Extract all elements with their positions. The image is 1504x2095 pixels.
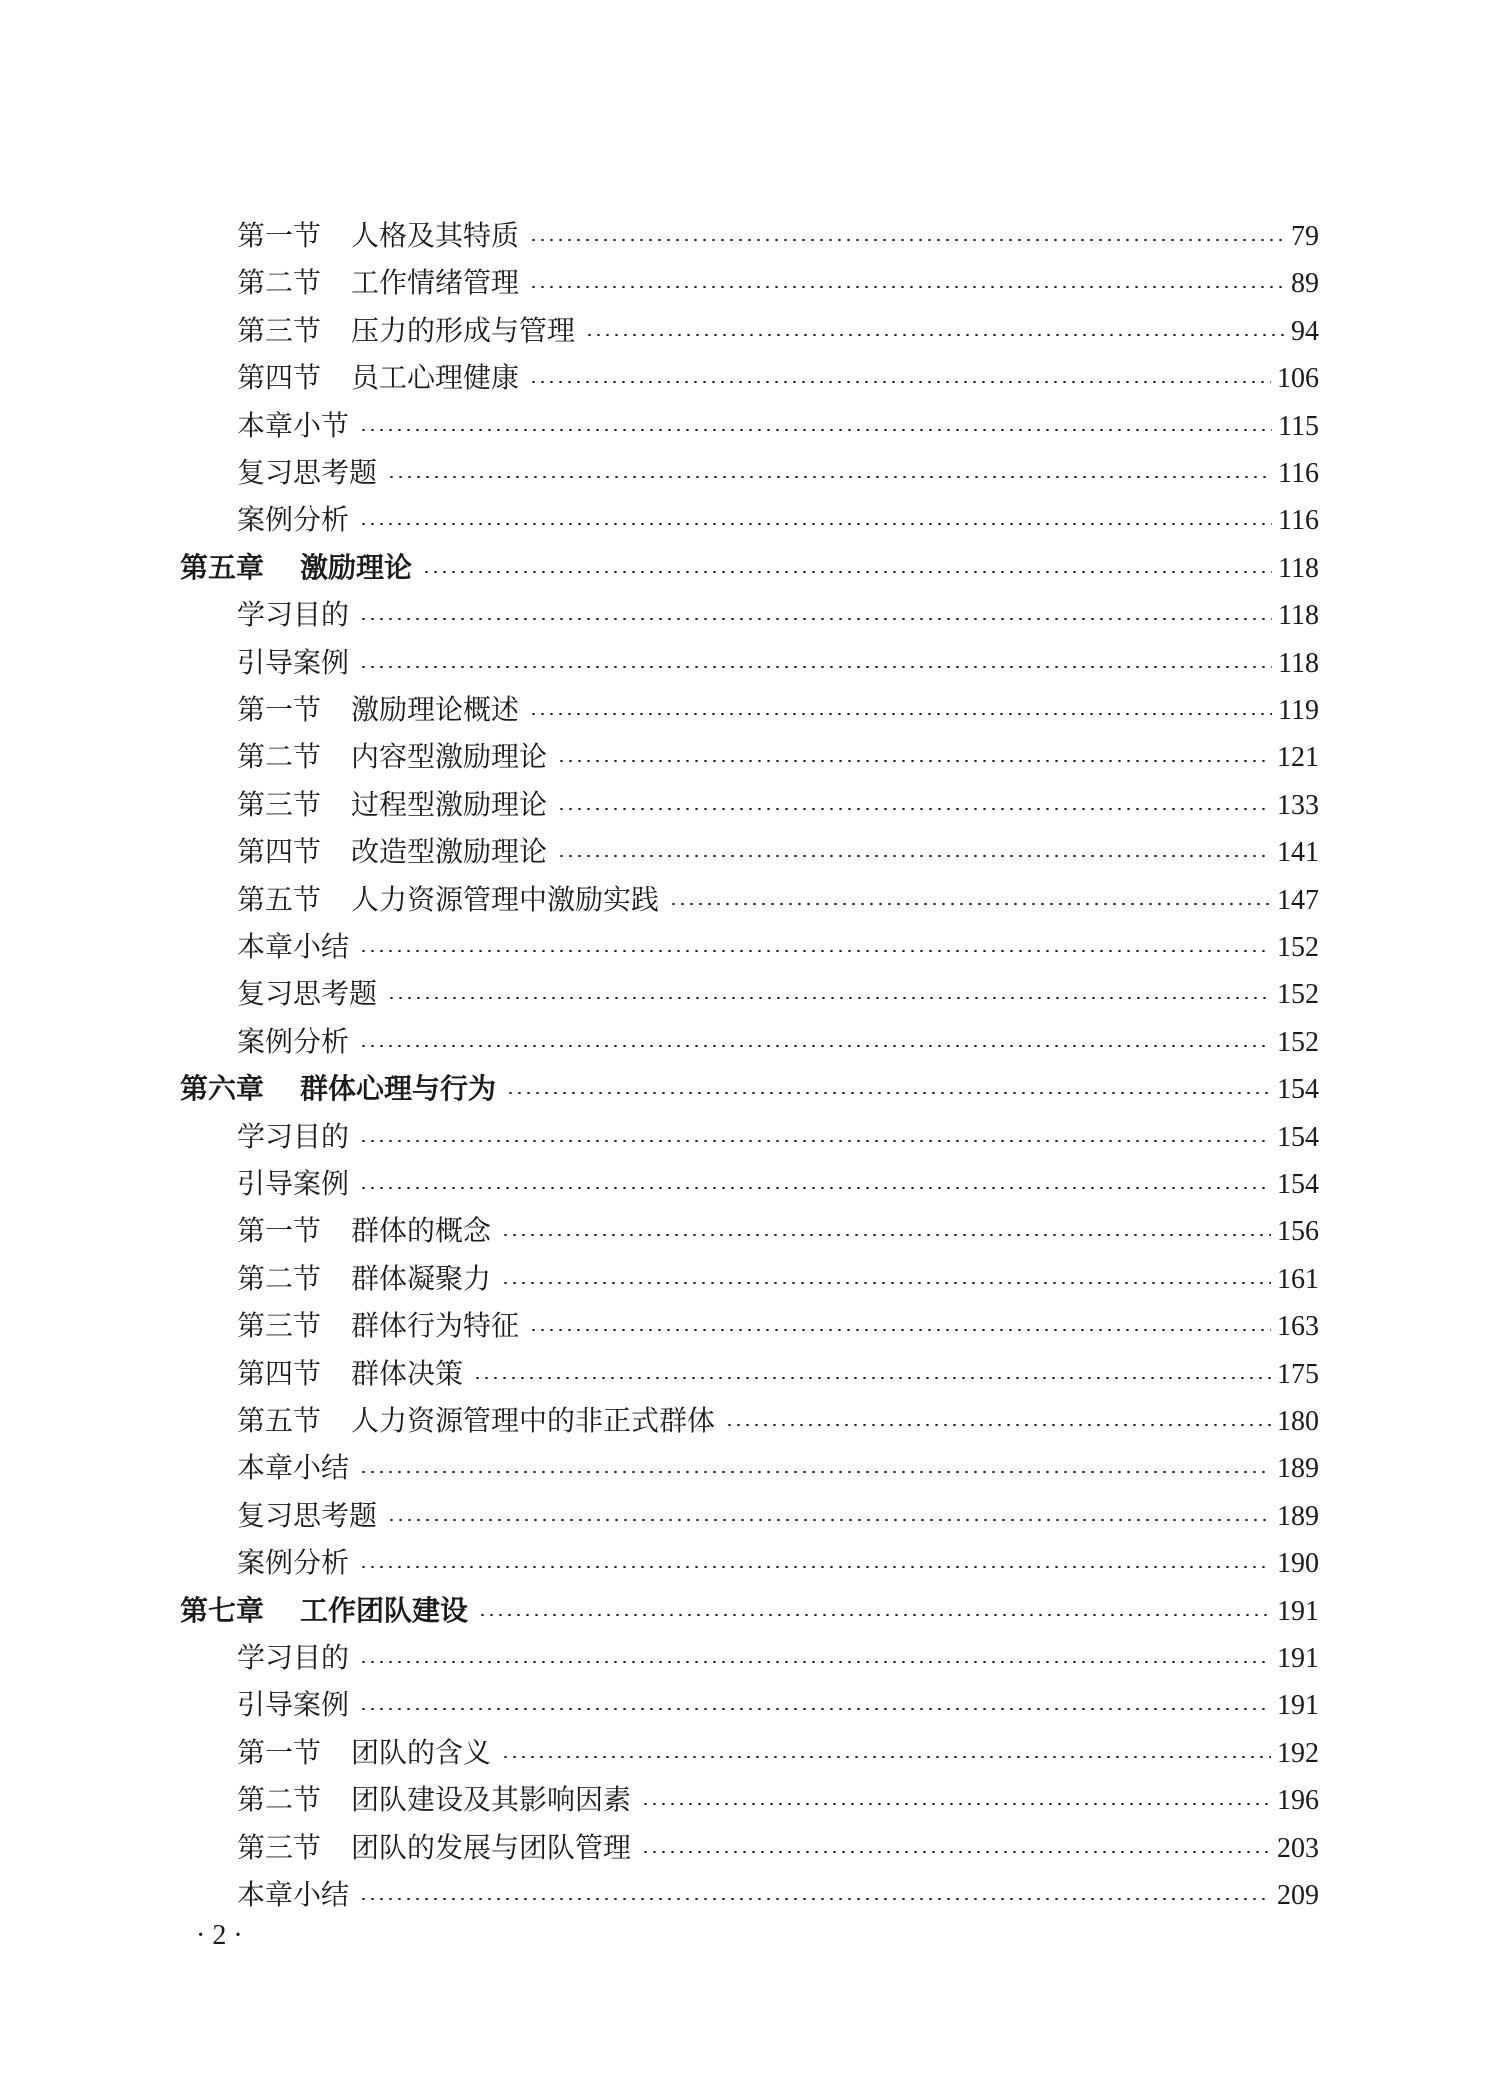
toc-entry-title: 激励理论	[300, 550, 413, 584]
toc-section-entry	[237, 500, 1319, 540]
toc-entry-label	[237, 1638, 349, 1678]
toc-entry-title: 案例分析	[237, 1546, 350, 1580]
toc-entry-label	[237, 880, 659, 920]
toc-chapter-entry	[180, 1069, 1319, 1109]
toc-entry-label	[237, 500, 349, 540]
toc-entry-label	[237, 216, 519, 256]
toc-entry-title: 复习思考题	[237, 977, 378, 1011]
toc-entry-number: 第二节	[237, 1261, 322, 1295]
toc-entry-number: 第一节	[237, 693, 322, 726]
toc-entry-label	[237, 1117, 349, 1157]
toc-entry-label	[237, 263, 519, 303]
toc-entry-label	[237, 737, 547, 777]
toc-page-number: 152	[1277, 932, 1319, 963]
toc-entry-label	[237, 785, 547, 825]
toc-section-entry	[237, 263, 1319, 303]
toc-entry-label	[237, 1448, 349, 1488]
toc-page-number: 118	[1278, 600, 1319, 632]
toc-section-entry	[237, 974, 1319, 1014]
toc-section-entry	[237, 832, 1319, 872]
toc-page-number: 147	[1277, 884, 1319, 916]
toc-section-entry	[237, 1496, 1319, 1536]
toc-page-number: 115	[1278, 410, 1319, 442]
dot-leader	[359, 1045, 1271, 1047]
toc-entry-label	[237, 1496, 377, 1536]
toc-section-entry	[237, 1117, 1319, 1157]
toc-entry-number: 第七章	[180, 1593, 265, 1627]
toc-section-entry	[237, 880, 1319, 920]
toc-section-entry	[237, 785, 1319, 825]
toc-section-entry	[237, 1543, 1319, 1583]
toc-entry-label	[237, 453, 377, 493]
toc-page-number: 116	[1278, 505, 1319, 537]
toc-entry-label	[237, 832, 547, 872]
toc-entry-label	[237, 1401, 715, 1441]
toc-entry-title: 复习思考题	[237, 1498, 378, 1532]
toc-section-entry	[237, 595, 1319, 635]
toc-page-number: 152	[1277, 1026, 1319, 1058]
toc-entry-title: 引导案例	[237, 1167, 350, 1200]
dot-leader	[557, 808, 1271, 810]
dot-leader	[359, 1898, 1271, 1900]
toc-entry-title: 群体凝聚力	[351, 1261, 492, 1295]
toc-entry-title: 工作团队建设	[300, 1593, 469, 1627]
toc-entry-title: 引导案例	[237, 1688, 350, 1722]
dot-leader	[387, 476, 1272, 478]
dot-leader	[387, 997, 1271, 999]
toc-page-number: 180	[1277, 1406, 1319, 1437]
toc-entry-number: 第四节	[237, 835, 322, 869]
dot-leader	[585, 334, 1285, 336]
toc-section-entry	[237, 1875, 1319, 1915]
toc-entry-label	[237, 974, 377, 1014]
toc-entry-label	[180, 1069, 496, 1109]
toc-section-entry	[237, 358, 1319, 398]
page-number: · 2 ·	[196, 1920, 243, 1951]
dot-leader	[557, 855, 1271, 857]
toc-entry-title: 内容型激励理论	[351, 740, 548, 774]
toc-page-number: 189	[1277, 1500, 1319, 1532]
toc-entry-number: 第三节	[237, 1309, 322, 1343]
toc-entry-number: 第五章	[180, 550, 265, 584]
toc-entry-title: 复习思考题	[237, 456, 378, 489]
toc-page-number: 191	[1277, 1643, 1319, 1674]
toc-entry-number: 第四节	[237, 361, 322, 395]
toc-entry-title: 群体的概念	[351, 1214, 492, 1248]
toc-section-entry	[237, 1022, 1319, 1062]
toc-entry-label	[237, 311, 575, 351]
toc-entry-title: 团队的含义	[351, 1735, 492, 1769]
dot-leader	[359, 1187, 1271, 1189]
dot-leader	[725, 1424, 1271, 1426]
toc-section-entry	[237, 1306, 1319, 1346]
toc-chapter-entry	[180, 548, 1319, 588]
toc-entry-label	[237, 1780, 631, 1820]
toc-entry-label	[237, 1733, 491, 1773]
toc-page-number: 106	[1277, 363, 1319, 395]
toc-entry-label	[237, 1828, 631, 1868]
toc-section-entry	[237, 311, 1319, 351]
dot-leader	[359, 666, 1272, 668]
dot-leader	[501, 1234, 1271, 1236]
toc-page-number: 89	[1291, 268, 1319, 300]
toc-entry-title: 人力资源管理中激励实践	[351, 882, 660, 916]
toc-entry-label	[237, 1022, 349, 1062]
toc-entry-number: 第三节	[237, 313, 322, 347]
dot-leader	[359, 1708, 1271, 1710]
toc-entry-title: 学习目的	[237, 1119, 350, 1153]
toc-entry-title: 激励理论概述	[351, 693, 520, 726]
toc-entry-title: 本章小结	[237, 1878, 350, 1911]
toc-entry-label	[237, 1211, 491, 1251]
toc-page-number: 163	[1277, 1311, 1319, 1343]
toc-section-entry	[237, 1638, 1319, 1678]
toc-entry-title: 过程型激励理论	[351, 787, 548, 821]
dot-leader	[422, 571, 1272, 573]
toc-page-number: 116	[1278, 458, 1319, 489]
toc-entry-label	[237, 1543, 349, 1583]
toc-section-entry	[237, 1685, 1319, 1725]
toc-entry-title: 本章小结	[237, 930, 350, 963]
toc-entry-title: 案例分析	[237, 503, 350, 537]
dot-leader	[359, 429, 1272, 431]
toc-section-entry	[237, 1828, 1319, 1868]
toc-entry-title: 群体决策	[351, 1356, 464, 1390]
toc-entry-title: 改造型激励理论	[351, 835, 548, 869]
toc-section-entry	[237, 1354, 1319, 1394]
toc-page-number: 154	[1277, 1169, 1319, 1200]
dot-leader	[478, 1614, 1271, 1616]
toc-entry-label	[237, 1685, 349, 1725]
dot-leader	[359, 1566, 1271, 1568]
toc-page-number: 192	[1277, 1737, 1319, 1769]
dot-leader	[501, 1756, 1271, 1758]
toc-page-number: 154	[1277, 1074, 1319, 1106]
toc-page-number: 209	[1277, 1880, 1319, 1911]
toc-page-number: 189	[1277, 1453, 1319, 1485]
toc-entry-title: 人力资源管理中的非正式群体	[351, 1404, 716, 1437]
toc-page-number: 133	[1277, 789, 1319, 821]
toc-entry-number: 第一节	[237, 219, 322, 252]
toc-chapter-entry	[180, 1591, 1319, 1631]
toc-section-entry	[237, 1401, 1319, 1441]
dot-leader	[557, 760, 1271, 762]
dot-leader	[359, 1140, 1271, 1142]
toc-page-number: 79	[1291, 221, 1319, 252]
toc-entry-title: 团队建设及其影响因素	[351, 1783, 632, 1817]
toc-entry-label	[237, 643, 349, 683]
toc-section-entry	[237, 1164, 1319, 1204]
toc-page-number: 154	[1277, 1121, 1319, 1153]
dot-leader	[529, 381, 1271, 383]
toc-section-entry	[237, 453, 1319, 493]
toc-entry-title: 案例分析	[237, 1024, 350, 1058]
toc-page-number: 161	[1277, 1263, 1319, 1295]
toc-entry-number: 第一节	[237, 1214, 322, 1248]
toc-section-entry	[237, 927, 1319, 967]
toc-entry-number: 第一节	[237, 1735, 322, 1769]
dot-leader	[473, 1377, 1271, 1379]
toc-entry-label	[237, 1259, 491, 1299]
toc-section-entry	[237, 1733, 1319, 1773]
toc-section-entry	[237, 1259, 1319, 1299]
toc-entry-number: 第四节	[237, 1356, 322, 1390]
toc-entry-label	[237, 1164, 349, 1204]
toc-page-number: 191	[1277, 1690, 1319, 1722]
toc-page-number: 94	[1291, 315, 1319, 347]
toc-entry-label	[237, 690, 519, 730]
toc-entry-title: 团队的发展与团队管理	[351, 1830, 632, 1864]
toc-entry-label	[180, 1591, 468, 1631]
toc-entry-label	[237, 595, 349, 635]
toc-entry-title: 引导案例	[237, 645, 350, 679]
dot-leader	[529, 239, 1285, 241]
toc-entry-number: 第五节	[237, 1404, 322, 1437]
toc-entry-number: 第二节	[237, 1783, 322, 1817]
dot-leader	[641, 1803, 1271, 1805]
toc-entry-title: 员工心理健康	[351, 361, 520, 395]
toc-page-number: 191	[1277, 1595, 1319, 1627]
toc-page-number: 152	[1277, 979, 1319, 1011]
toc-page-number: 203	[1277, 1832, 1319, 1864]
toc-section-entry	[237, 1780, 1319, 1820]
toc-entry-title: 本章小结	[237, 1451, 350, 1485]
toc-page-number: 118	[1278, 552, 1319, 584]
toc-entry-title: 学习目的	[237, 598, 350, 632]
toc-section-entry	[237, 406, 1319, 446]
toc-entry-label	[237, 1875, 349, 1915]
toc-page-number: 156	[1277, 1216, 1319, 1248]
toc-section-entry	[237, 690, 1319, 730]
toc-entry-title: 群体行为特征	[351, 1309, 520, 1343]
dot-leader	[359, 950, 1271, 952]
toc-entry-label	[237, 358, 519, 398]
toc-section-entry	[237, 737, 1319, 777]
toc-entry-label	[237, 1354, 463, 1394]
toc-entry-label	[237, 1306, 519, 1346]
toc-entry-number: 第五节	[237, 882, 322, 916]
toc-entry-label	[180, 548, 412, 588]
toc-section-entry	[237, 1448, 1319, 1488]
dot-leader	[359, 1661, 1271, 1663]
toc-entry-title: 群体心理与行为	[300, 1072, 497, 1106]
toc-entry-label	[237, 406, 349, 446]
dot-leader	[359, 1471, 1271, 1473]
dot-leader	[506, 1092, 1271, 1094]
toc-section-entry	[237, 216, 1319, 256]
dot-leader	[529, 286, 1285, 288]
dot-leader	[641, 1851, 1271, 1853]
toc-entry-title: 学习目的	[237, 1641, 350, 1674]
toc-page-number: 121	[1277, 742, 1319, 774]
toc-page-number: 118	[1278, 647, 1319, 679]
toc-section-entry	[237, 643, 1319, 683]
dot-leader	[359, 523, 1272, 525]
toc-entry-number: 第三节	[237, 787, 322, 821]
dot-leader	[501, 1282, 1271, 1284]
toc-page-number: 175	[1277, 1358, 1319, 1390]
dot-leader	[669, 903, 1271, 905]
toc-entry-number: 第三节	[237, 1830, 322, 1864]
toc-entry-title: 人格及其特质	[351, 219, 520, 252]
toc-entry-number: 第二节	[237, 740, 322, 774]
toc-page-number: 190	[1277, 1548, 1319, 1580]
dot-leader	[387, 1519, 1271, 1521]
toc-entry-title: 本章小节	[237, 408, 350, 442]
toc-entry-title: 工作情绪管理	[351, 266, 520, 300]
toc-page-number: 196	[1277, 1785, 1319, 1817]
toc-entry-number: 第六章	[180, 1072, 265, 1106]
toc-entry-label	[237, 927, 349, 967]
toc-entry-title: 压力的形成与管理	[351, 313, 576, 347]
toc-page-number: 119	[1278, 695, 1319, 726]
toc-page-number: 141	[1277, 837, 1319, 869]
dot-leader	[529, 713, 1272, 715]
dot-leader	[359, 618, 1272, 620]
toc-entry-number: 第二节	[237, 266, 322, 300]
toc-section-entry	[237, 1211, 1319, 1251]
dot-leader	[529, 1329, 1271, 1331]
